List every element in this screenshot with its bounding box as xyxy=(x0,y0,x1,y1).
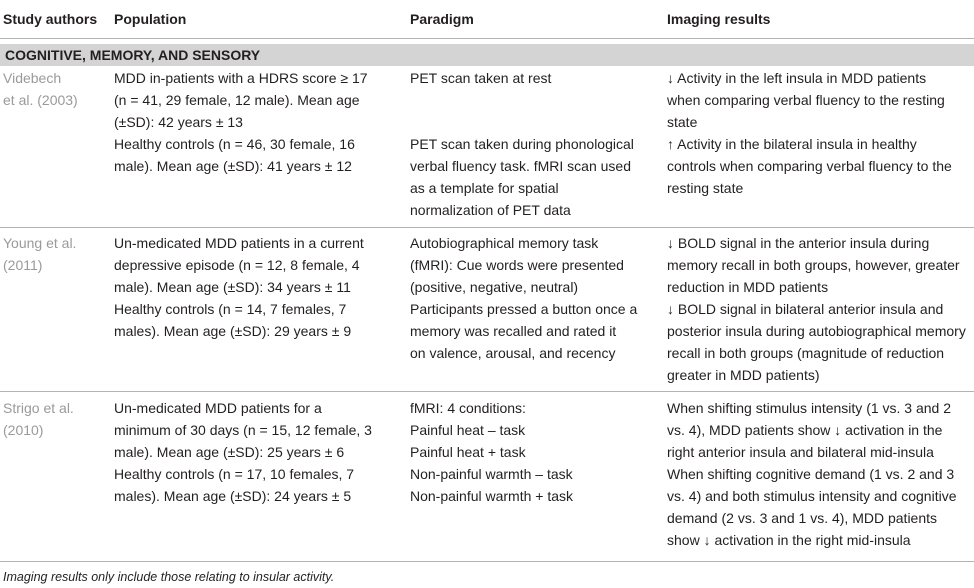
paradigm-line: Painful heat – task xyxy=(410,422,526,438)
result-line: ↓ Activity in the left insula in MDD patients xyxy=(667,70,927,86)
row-divider xyxy=(0,391,974,392)
paradigm-line: Autobiographical memory task xyxy=(410,235,599,251)
header-imaging-results: Imaging results xyxy=(667,11,771,27)
population-line: depressive episode (n = 12, 8 female, 4 xyxy=(114,257,360,273)
table-bottom-rule xyxy=(0,561,974,562)
result-line: When shifting stimulus intensity (1 vs. 3 and 2 xyxy=(667,400,952,416)
paradigm-line: normalization of PET data xyxy=(410,202,571,218)
study-authors-line: Strigo et al. xyxy=(3,400,74,416)
population-line: (±SD): 42 years ± 13 xyxy=(114,114,243,130)
header-study-authors: Study authors xyxy=(3,11,98,27)
result-line: right anterior insula and bilateral mid-insula xyxy=(667,444,934,460)
population-line: male). Mean age (±SD): 25 years ± 6 xyxy=(114,444,345,460)
result-line: demand (2 vs. 3 and 1 vs. 4), MDD patients xyxy=(667,510,938,526)
population-line: Healthy controls (n = 14, 7 females, 7 xyxy=(114,301,347,317)
population-line: male). Mean age (±SD): 41 years ± 12 xyxy=(114,158,352,174)
paradigm-line: PET scan taken at rest xyxy=(410,70,552,86)
result-line: vs. 4) and both stimulus intensity and cognitive xyxy=(667,488,957,504)
paradigm-line: fMRI: 4 conditions: xyxy=(410,400,526,416)
paradigm-line: on valence, arousal, and recency xyxy=(410,345,616,361)
paradigm-line: (positive, negative, neutral) xyxy=(410,279,579,295)
paradigm-line: (fMRI): Cue words were presented xyxy=(410,257,624,273)
paradigm-line: Non-painful warmth + task xyxy=(410,488,574,504)
population-line: Un-medicated MDD patients for a xyxy=(114,400,322,416)
table-footnote: Imaging results only include those relating to insular activity. xyxy=(3,570,335,584)
paradigm-line: Non-painful warmth – task xyxy=(410,466,573,482)
header-population: Population xyxy=(114,11,187,27)
section-title: COGNITIVE, MEMORY, AND SENSORY xyxy=(5,47,261,63)
study-authors-line: et al. (2003) xyxy=(3,92,78,108)
paradigm-line: PET scan taken during phonological xyxy=(410,136,634,152)
header-paradigm: Paradigm xyxy=(410,11,474,27)
study-authors-line: Videbech xyxy=(3,70,62,86)
result-line: resting state xyxy=(667,180,744,196)
population-line: minimum of 30 days (n = 15, 12 female, 3 xyxy=(114,422,372,438)
result-line: ↑ Activity in the bilateral insula in healthy xyxy=(667,136,917,152)
row-divider xyxy=(0,227,974,228)
result-line: state xyxy=(667,114,698,130)
population-line: male). Mean age (±SD): 34 years ± 11 xyxy=(114,279,351,295)
result-line: When shifting cognitive demand (1 vs. 2 and 3 xyxy=(667,466,955,482)
result-line: reduction in MDD patients xyxy=(667,279,829,295)
population-line: (n = 41, 29 female, 12 male). Mean age xyxy=(114,92,360,108)
paradigm-line: verbal fluency task. fMRI scan used xyxy=(410,158,631,174)
population-line: MDD in-patients with a HDRS score ≥ 17 xyxy=(114,70,368,86)
result-line: posterior insula during autobiographical memory xyxy=(667,323,966,339)
population-line: males). Mean age (±SD): 29 years ± 9 xyxy=(114,323,352,339)
table-header-row xyxy=(0,0,974,39)
result-line: show ↓ activation in the right mid-insula xyxy=(667,532,911,548)
study-authors-line: (2010) xyxy=(3,422,44,438)
population-line: Healthy controls (n = 46, 30 female, 16 xyxy=(114,136,355,152)
study-authors-line: (2011) xyxy=(3,257,43,273)
paradigm-line: as a template for spatial xyxy=(410,180,559,196)
result-line: controls when comparing verbal fluency to the xyxy=(667,158,952,174)
population-line: Healthy controls (n = 17, 10 females, 7 xyxy=(114,466,355,482)
population-line: males). Mean age (±SD): 24 years ± 5 xyxy=(114,488,352,504)
study-authors-line: Young et al. xyxy=(3,235,77,251)
result-line: ↓ BOLD signal in bilateral anterior insula and xyxy=(667,301,944,317)
result-line: ↓ BOLD signal in the anterior insula during xyxy=(667,235,930,251)
result-line: when comparing verbal fluency to the resting xyxy=(667,92,945,108)
population-line: Un-medicated MDD patients in a current xyxy=(114,235,364,251)
result-line: memory recall in both groups, however, greater xyxy=(667,257,960,273)
paradigm-line: Painful heat + task xyxy=(410,444,526,460)
result-line: recall in both groups (magnitude of reduction xyxy=(667,345,945,361)
paradigm-line: Participants pressed a button once a xyxy=(410,301,638,317)
result-line: vs. 4), MDD patients show ↓ activation in the xyxy=(667,422,943,438)
section-header-band xyxy=(0,44,974,66)
paradigm-line: memory was recalled and rated it xyxy=(410,323,617,339)
result-line: greater in MDD patients) xyxy=(667,367,820,383)
